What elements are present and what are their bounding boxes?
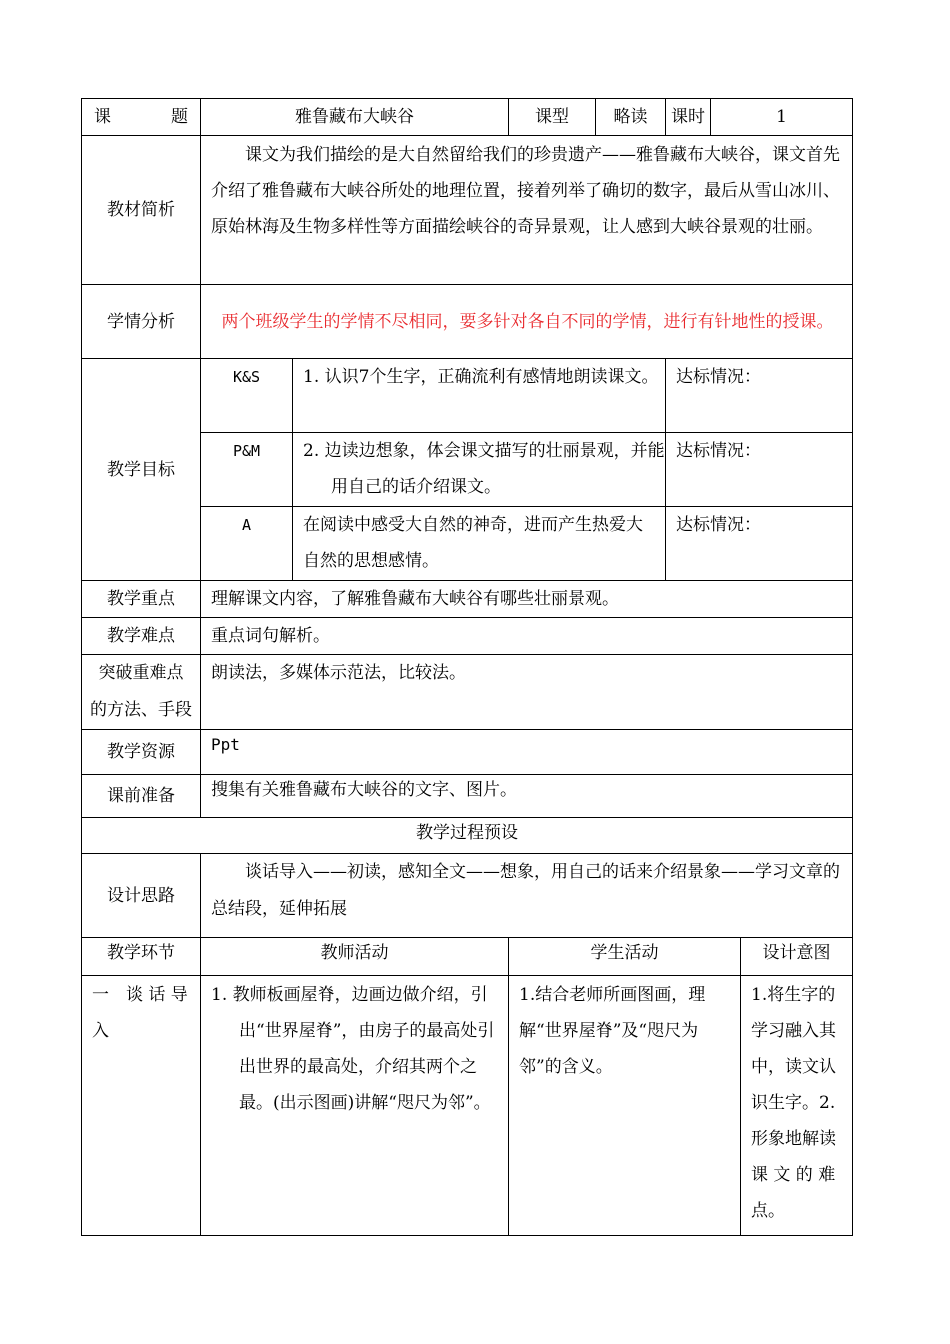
- objective-text-2: 2. 边读边想象，体会课文描写的壮丽景观，并能用自己的话介绍课文。: [293, 433, 666, 507]
- topic-label: 课 题: [82, 99, 201, 136]
- stage-1-student: 1.结合老师所画图画，理解“世界屋脊”及“咫尺为邻”的含义。: [509, 976, 741, 1236]
- header-row: [82, 99, 853, 136]
- resources-text: Ppt: [201, 730, 853, 775]
- stage-1-teacher: 1. 教师板画屋脊，边画边做介绍，引出“世界屋脊”，由房子的最高处引出世界的最高处，介绍其两个之最。(出示图画)讲解“咫尺为邻”。: [201, 976, 509, 1236]
- objectives-label: 教学目标: [82, 359, 201, 581]
- key-point-row: [82, 581, 853, 618]
- design-row: [82, 854, 853, 938]
- objective-text-3: 在阅读中感受大自然的神奇，进而产生热爱大自然的思想感情。: [293, 507, 666, 581]
- objective-status-1: 达标情况：: [666, 359, 853, 433]
- objective-status-2: 达标情况：: [666, 433, 853, 507]
- key-point-text: 理解课文内容，了解雅鲁藏布大峡谷有哪些壮丽景观。: [201, 581, 853, 618]
- hours-value: 1: [711, 99, 853, 136]
- material-label: 教材简析: [82, 136, 201, 285]
- preparation-label: 课前准备: [82, 775, 201, 818]
- design-text: 谈话导入——初读，感知全文——想象，用自己的话来介绍景象——学习文章的总结段，延伸拓展: [201, 854, 853, 938]
- col-header-stage: 教学环节: [82, 938, 201, 976]
- difficulty-row: [82, 618, 853, 655]
- objective-code-3: A: [201, 507, 293, 581]
- methods-label: [82, 655, 201, 730]
- methods-label-line1: 突破重难点: [98, 663, 184, 683]
- difficulty-text: 重点词句解析。: [201, 618, 853, 655]
- material-row: [82, 136, 853, 285]
- col-header-teacher: 教师活动: [201, 938, 509, 976]
- process-row-1: [82, 976, 853, 1236]
- resources-row: [82, 730, 853, 775]
- lesson-plan-table: [81, 98, 853, 1236]
- objective-text-1: 1. 认识7个生字，正确流利有感情地朗读课文。: [293, 359, 666, 433]
- resources-label: 教学资源: [82, 730, 201, 775]
- key-point-label: 教学重点: [82, 581, 201, 618]
- learners-row: [82, 285, 853, 359]
- difficulty-label: 教学难点: [82, 618, 201, 655]
- material-text: 课文为我们描绘的是大自然留给我们的珍贵遗产——雅鲁藏布大峡谷，课文首先介绍了雅鲁藏布大峡谷所处的地理位置，接着列举了确切的数字，最后从雪山冰川、原始林海及生物多样性等方面描绘峡谷的奇异景观，让人感到大峡谷景观的壮丽。: [201, 136, 853, 285]
- methods-text: 朗读法，多媒体示范法，比较法。: [201, 655, 853, 730]
- objective-row-1: [82, 359, 853, 433]
- col-header-intent: 设计意图: [741, 938, 853, 976]
- type-label: 课型: [509, 99, 596, 136]
- stage-1-name: 一 谈 话 导入: [82, 976, 201, 1236]
- objective-code-2: P&M: [201, 433, 293, 507]
- type-value: 略读: [596, 99, 666, 136]
- objective-status-3: 达标情况：: [666, 507, 853, 581]
- design-label: 设计思路: [82, 854, 201, 938]
- col-header-student: 学生活动: [509, 938, 741, 976]
- lesson-plan-table-wrapper: [81, 98, 852, 1236]
- topic-value: 雅鲁藏布大峡谷: [201, 99, 509, 136]
- methods-label-line2: 的方法、手段: [90, 700, 192, 720]
- stage-1-intent: 1.将生字的学习融入其中，读文认识生字。2.形象地解读课 文 的 难点。: [741, 976, 853, 1236]
- learners-text: 两个班级学生的学情不尽相同，要多针对各自不同的学情，进行有针地性的授课。: [201, 285, 853, 359]
- methods-row: [82, 655, 853, 730]
- process-header-row: [82, 938, 853, 976]
- process-title: 教学过程预设: [82, 818, 853, 854]
- preparation-text: 搜集有关雅鲁藏布大峡谷的文字、图片。: [201, 775, 853, 818]
- learners-label: 学情分析: [82, 285, 201, 359]
- objective-code-1: K&S: [201, 359, 293, 433]
- hours-label: 课时: [666, 99, 711, 136]
- process-title-row: [82, 818, 853, 854]
- preparation-row: [82, 775, 853, 818]
